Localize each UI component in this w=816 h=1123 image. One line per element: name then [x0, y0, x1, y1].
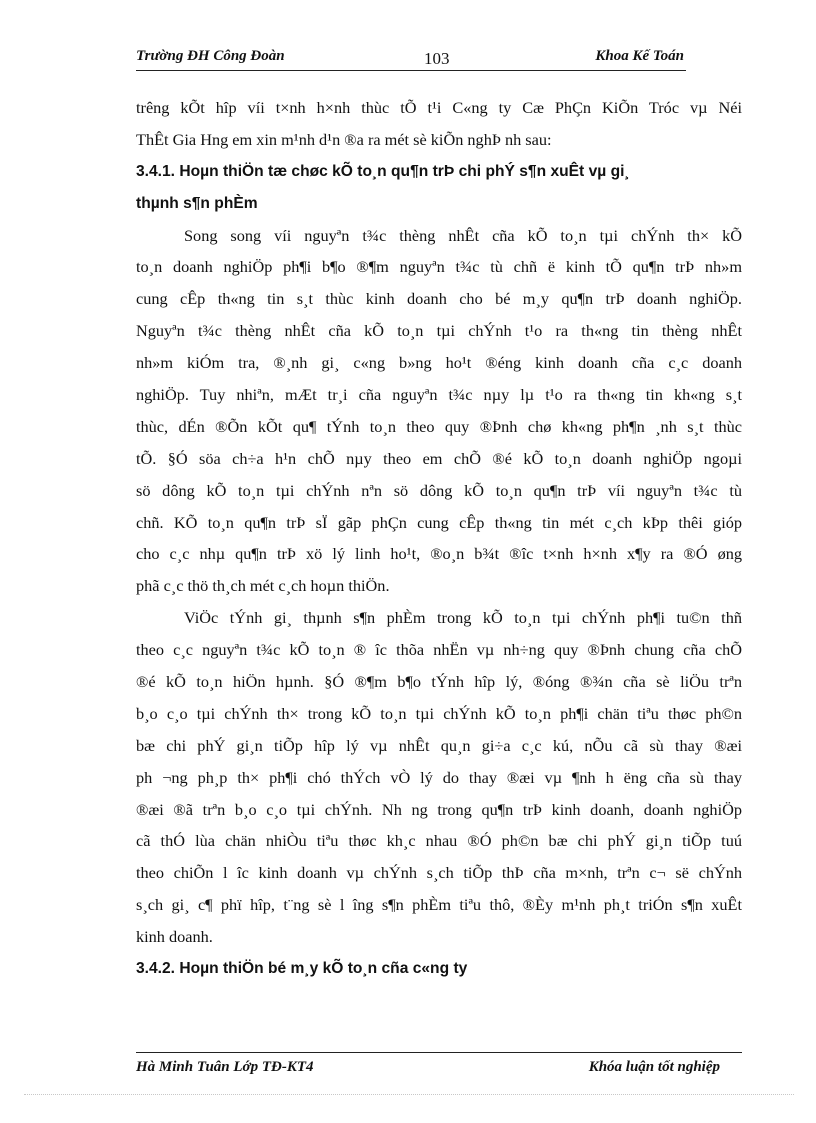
intro-line: trêng kÕt hîp víi t×nh h×nh thùc tÕ t¹i C«ng ty Cæ PhÇn KiÕn Tróc vµ Néi [136, 98, 742, 117]
paragraph-line: theo chiÕn l îc kinh doanh vµ chÝnh s¸ch tiÕp thÞ cña m×nh, trªn c¬ së chÝnh [136, 863, 742, 883]
paragraph-line: cung cÊp th«ng tin s¸t thùc kinh doanh cho bé m¸y qu¶n trÞ doanh nghiÖp. [136, 289, 742, 309]
intro-line: ThÊt Gia Hng em xin m¹nh d¹n ®a ra mét sè kiÕn nghÞ nh sau: [136, 129, 552, 149]
page-edge-divider [24, 1094, 794, 1095]
section-heading-3-4-2: 3.4.2. Hoµn thiÖn bé m¸y kÕ to¸n cña c«ng ty [136, 960, 468, 978]
paragraph-line: nh»m kiÓm tra, ®¸nh gi¸ c«ng b»ng ho¹t ®éng kinh doanh cña c¸c doanh [136, 353, 742, 373]
footer-author: Hà Minh Tuân Lớp TĐ-KT4 [136, 1059, 314, 1075]
paragraph-line: cã thÓ lùa chän nhiÒu tiªu thøc kh¸c nhau ®Ó ph©n bæ chi phÝ gi¸n tiÕp tuú [136, 831, 742, 851]
paragraph-line: s¸ch gi¸ c¶ phï hîp, t¨ng sè l îng s¶n phÈm tiªu thô, ®Èy m¹nh ph¸t triÓn s¶n xuÊt [136, 895, 742, 915]
page-header [136, 46, 686, 71]
paragraph-line: ViÖc tÝnh gi¸ thµnh s¶n phÈm trong kÕ to¸n tµi chÝnh ph¶i tu©n thñ [184, 608, 742, 628]
paragraph-line: nghiÖp. Tuy nhiªn, mÆt tr¸i cña nguyªn t¾c nµy lµ t¹o ra th«ng tin kh«ng s¸t [136, 385, 742, 405]
paragraph-line: ph ¬ng ph¸p th× ph¶i chó thÝch vÒ lý do thay ®æi vµ ¶nh h ëng cña sù thay [136, 767, 742, 787]
paragraph-line: theo c¸c nguyªn t¾c kÕ to¸n ® îc thõa nhËn vµ nh÷ng quy ®Þnh chung cña chÕ [136, 640, 742, 660]
section-heading-3-4-1: 3.4.1. Hoµn thiÖn tæ chøc kÕ to¸n qu¶n trÞ chi phÝ s¶n xuÊt vµ gi¸ [136, 162, 630, 180]
page-footer [136, 1052, 742, 1079]
header-school: Trường ĐH Công Đoàn [136, 48, 285, 64]
section-heading-3-4-1-cont: thµnh s¶n phÈm [136, 194, 258, 212]
paragraph-line: tÕ. §Ó söa ch÷a h¹n chÕ nµy theo em chÕ ®é kÕ to¸n doanh nghiÖp ngoµi [136, 448, 742, 468]
paragraph-line: bæ chi phÝ gi¸n tiÕp hîp lý vµ nhÊt qu¸n gi÷a c¸c kú, nÕu cã sù thay ®æi [136, 735, 742, 755]
document-body [136, 92, 742, 985]
footer-thesis: Khóa luận tốt nghiệp [588, 1059, 720, 1075]
paragraph-line: thùc, dÉn ®Õn kÕt qu¶ tÝnh to¸n theo quy ®Þnh chø kh«ng ph¶n ¸nh s¸t thùc [136, 416, 742, 436]
paragraph-line: cho c¸c nhµ qu¶n trÞ xö lý linh ho¹t, ®o¸n b¾t ®îc t×nh h×nh x¶y ra ®Ó øng [136, 544, 742, 564]
page-number: 103 [424, 49, 450, 68]
paragraph-line: phã c¸c thö th¸ch mét c¸ch hoµn thiÖn. [136, 576, 390, 596]
paragraph-line: Song song víi nguyªn t¾c thèng nhÊt cña kÕ to¸n tµi chÝnh th× kÕ [184, 225, 742, 245]
paragraph-line: ®é kÕ to¸n hiÖn hµnh. §Ó ®¶m b¶o tÝnh hîp lý, ®óng ®¾n cña sè liÖu trªn [136, 672, 742, 692]
paragraph-line: ®æi ®ã trªn b¸o c¸o tµi chÝnh. Nh ng trong qu¶n trÞ kinh doanh, doanh nghiÖp [136, 799, 742, 819]
paragraph-line: kinh doanh. [136, 927, 213, 947]
paragraph-line: b¸o c¸o tµi chÝnh th× trong kÕ to¸n tµi chÝnh kÕ to¸n ph¶i chän tiªu thøc ph©n [136, 703, 742, 723]
paragraph-line: chñ. KÕ to¸n qu¶n trÞ sÏ gãp phÇn cung cÊp th«ng tin mét c¸ch kÞp thêi gióp [136, 512, 742, 532]
header-faculty: Khoa Kế Toán [595, 48, 684, 64]
paragraph-line: sö dông kÕ to¸n tµi chÝnh nªn sö dông kÕ to¸n qu¶n trÞ víi nguyªn t¾c tù [136, 480, 742, 500]
paragraph-line: Nguyªn t¾c thèng nhÊt cña kÕ to¸n tµi chÝnh t¹o ra th«ng tin thèng nhÊt [136, 321, 742, 341]
paragraph-line: to¸n doanh nghiÖp ph¶i b¶o ®¶m nguyªn t¾c tù chñ ë kinh tÕ qu¶n trÞ nh»m [136, 257, 742, 277]
